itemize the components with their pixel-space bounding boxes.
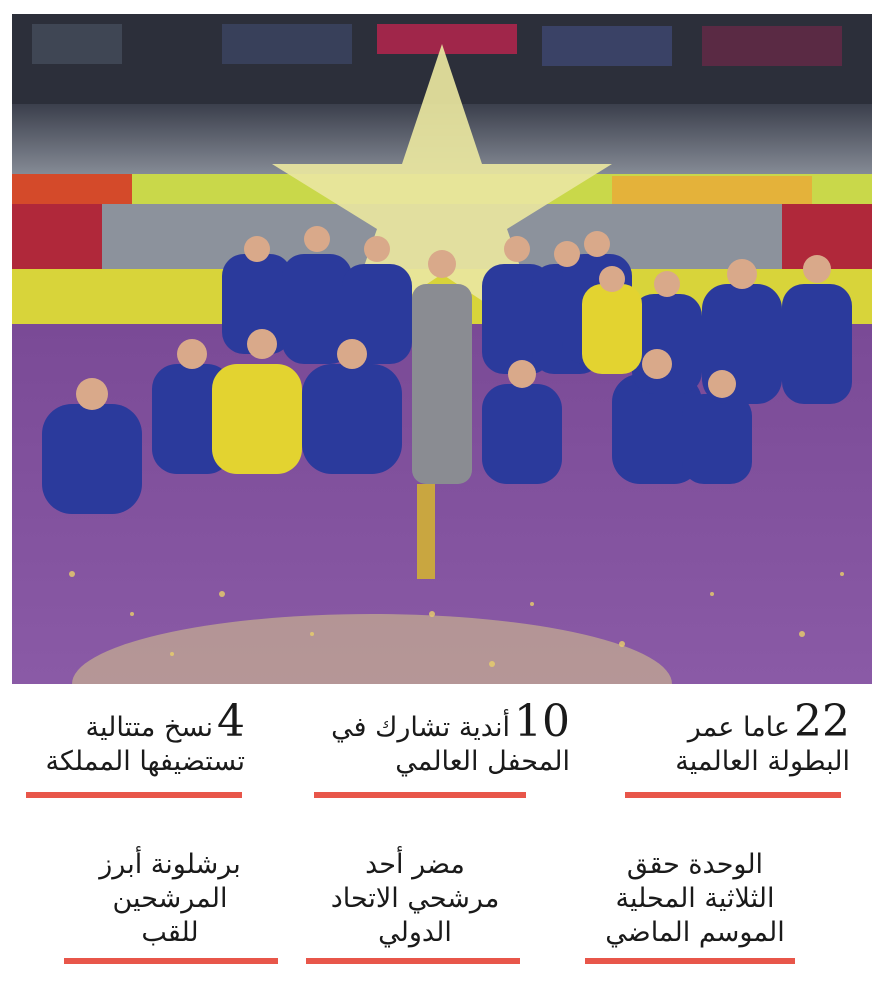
fact-line: الموسم الماضي xyxy=(605,917,785,948)
stat-line-1 xyxy=(15,696,245,747)
stat-label: نسخ متتالية xyxy=(85,712,213,743)
stat-label: أندية تشارك في xyxy=(331,712,510,743)
stat-number: 10 xyxy=(514,696,570,747)
stat-line-2: المحفل العالمي xyxy=(395,746,570,777)
stat-line-2: البطولة العالمية xyxy=(675,746,850,777)
stat-line-2: تستضيفها المملكة xyxy=(45,746,245,777)
fact-line: المرشحين xyxy=(112,883,228,914)
fact-line: الدولي xyxy=(378,917,452,948)
stat-number: 4 xyxy=(217,696,245,747)
fact-line: الثلاثية المحلية xyxy=(615,883,775,914)
fact-underline xyxy=(306,958,520,964)
fact-underline xyxy=(64,958,278,964)
stat-underline xyxy=(314,792,526,798)
fact-line: مرشحي الاتحاد xyxy=(330,883,500,914)
stat-line-1 xyxy=(300,696,570,747)
fact-line: برشلونة أبرز xyxy=(99,849,241,880)
fact-underline xyxy=(585,958,795,964)
fact-line: مضر أحد xyxy=(365,849,465,880)
stat-line-1 xyxy=(620,696,850,747)
fact-barcelona xyxy=(70,848,270,950)
fact-alwehda xyxy=(585,848,805,950)
fact-mudar xyxy=(305,848,525,950)
fact-line: الوحدة حقق xyxy=(626,849,764,880)
stat-participating-clubs xyxy=(300,696,570,779)
stat-label: عاما عمر xyxy=(687,712,790,743)
stat-underline xyxy=(625,792,841,798)
stat-tournament-age xyxy=(620,696,850,779)
stat-consecutive-editions xyxy=(15,696,245,779)
fact-line: للقب xyxy=(141,917,199,948)
stat-underline xyxy=(26,792,242,798)
team-celebration-photo xyxy=(12,14,872,684)
stat-number: 22 xyxy=(794,696,850,747)
photo-illustration xyxy=(12,14,872,684)
